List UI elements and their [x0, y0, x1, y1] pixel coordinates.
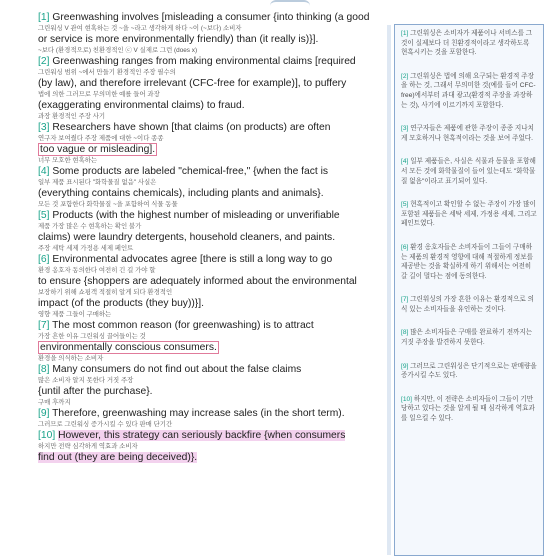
translation-3: [3] 연구자들은 제품에 관한 주장이 종종 지나치게 모호하거나 현혹적이라는 것을 보여 주었다. [401, 125, 534, 142]
translation-7: [7] 그린워싱의 가장 흔한 이유는 환경적으로 의식 있는 소비자들을 유인하는 것이다. [401, 296, 534, 313]
translation-panel [394, 24, 544, 556]
gloss-10a: 하지만 전략 심각하게 역효과 소비자 [38, 443, 138, 450]
sentence-5: [5] Products (with the highest number of misleading or unverifiable [38, 210, 340, 221]
gloss-4b: 모든 것 포함한다 화학물질 ~을 포함하여 식물 동물 [38, 201, 178, 208]
gloss-8a: 많은 소비자 알지 못한다 거짓 주장 [38, 377, 134, 384]
gloss-5a: 제품 가장 많은 수 현혹하는 확인 불가 [38, 223, 142, 230]
sentence-8: [8] Many consumers do not find out about the false claims [38, 364, 302, 375]
gloss-2a: 그린워싱 범위 ~에서 만들기 환경적인 주장 필수의 [38, 69, 176, 76]
translation-2: [2] 그린워싱은 법에 의해 요구되는 환경적 주장을 하는 것, 그래서 무의미한 것(예를 들어 CFC-free)에서부터 과대 광고(환경적 주장을 과장하는 것), 사기에 이르기까지 포함한다. [401, 72, 536, 109]
sentence-2-cont: (by law), and therefore irrelevant (CFC-free for example)], to puffery [38, 78, 347, 89]
gloss-1b: ~보다 (환경적으로) 친환경적인 ⓒ V 실제로 그런 (does x) [38, 47, 198, 54]
sentence-1-cont: or service is more environmentally friendly) than (it really is)}]. [38, 34, 319, 45]
gloss-3a: 연구자 보여줬다 주장 제품에 대한 ~이다 종종 [38, 135, 164, 142]
sentence-10: [10] However, this strategy can seriously backfire {when consumers [38, 430, 346, 441]
gloss-1a: 그린워싱 V 관여 현혹하는 것 ~을 ~라고 생각하게 하다 ~이 (~보다) 소비자 [38, 25, 242, 32]
gloss-9a: 그러므로 그린워싱 증가시킬 수 있다 판매 단기간 [38, 421, 173, 428]
gloss-7a: 가장 흔한 이유 그린워싱 끌어들이는 것 [38, 333, 146, 340]
gloss-5b: 주장 세탁 세제 가정용 세제 페인트 [38, 245, 134, 252]
translation-6: [6] 환경 옹호자들은 소비자들이 그들이 구매하는 제품의 환경적 영향에 대해 적절하게 정보를 제공받는 것을 확실하게 하기 위해서는 여전히 갈 길이 멀다는 점에 동의한다. [401, 243, 534, 280]
sentence-2: [2] Greenwashing ranges from making environmental claims [required [38, 56, 356, 67]
gloss-6a: 환경 옹호자 동의한다 여전히 긴 길 가야 할 [38, 267, 156, 274]
title-decoration [270, 0, 310, 12]
gloss-3b: 너무 모호한 현혹하는 [38, 157, 98, 164]
translation-10: [10] 하지만, 이 전략은 소비자들이 그들이 기만당하고 있다는 것을 알게 될 때 심각하게 역효과를 일으킬 수 있다. [401, 395, 535, 423]
sentence-10-cont: find out (they are being deceived)}. [38, 452, 198, 463]
sentence-7-cont: environmentally conscious consumers. [40, 342, 217, 353]
translation-1: [1] 그린워싱은 소비자가 제품이나 서비스를 그것이 실제보다 더 친환경적이라고 생각하도록 현혹시키는 것을 포함한다. [401, 30, 533, 57]
sentence-3: [3] Researchers have shown [that claims (on products) are often [38, 122, 331, 133]
gloss-4a: 일부 제품 표시된다 "화학물질 없음" 사실은 [38, 179, 157, 186]
sentence-1-text: Greenwashing involves [misleading a consumer {into thinking (a good [52, 12, 370, 23]
gloss-6b: 보장하기 위해 쇼핑객 적절히 알게 되다 환경적인 [38, 289, 173, 296]
sentence-2-cont2: (exaggerating environmental claims) to fraud. [38, 100, 245, 111]
sentence-5-cont: claims) were laundry detergents, household cleaners, and paints. [38, 232, 336, 243]
translation-8: [8] 많은 소비자들은 구매를 완료하기 전까지는 거짓 주장을 발견하지 못한다. [401, 329, 533, 347]
sentence-6-cont2: impact (of the products (they buy))}]. [38, 298, 204, 309]
translation-9: [9] 그러므로 그린워싱은 단기적으로는 판매량을 증가시킬 수도 있다. [401, 362, 537, 380]
sentence-6: [6] Environmental advocates agree [there is still a long way to go [38, 254, 333, 265]
sentence-4-cont: (everything contains chemicals), including plants and animals}. [38, 188, 324, 199]
sentence-1: [1] Greenwashing involves [misleading a consumer {into thinking (a good [38, 12, 370, 23]
translation-4: [4] 일부 제품들은, 사실은 식물과 동물을 포함해서 모든 것에 화학물질이 들어 있는데도 "화학물질 없음"이라고 표기되어 있다. [401, 158, 536, 185]
sentence-4: [4] Some products are labeled "chemical-free," {when the fact is [38, 166, 329, 177]
sentence-6-cont: to ensure {shoppers are adequately informed about the environmental [38, 276, 357, 287]
translation-5: [5] 현혹적이고 확인할 수 없는 주장이 가장 많이 포함된 제품들은 세탁 세제, 가정용 세제, 그리고 페인트였다. [401, 201, 537, 228]
gloss-7b: 환경을 의식하는 소비자 [38, 355, 104, 362]
sentence-3-cont: too vague or misleading]. [40, 144, 156, 155]
gloss-2b: 법에 의한 그러므로 무의미한 예를 들어 과장 [38, 91, 160, 98]
sentence-7: [7] The most common reason (for greenwashing) is to attract [38, 320, 314, 331]
gloss-8b: 구매 후까지 [38, 399, 71, 406]
sentence-8-cont: {until after the purchase}. [38, 386, 153, 397]
sentence-9: [9] Therefore, greenwashing may increase sales (in the short term). [38, 408, 345, 419]
gloss-2c: 과장 환경적인 주장 사기 [38, 113, 106, 120]
english-passage [38, 12, 386, 464]
gloss-6c: 영향 제품 그들이 구매하는 [38, 311, 112, 318]
